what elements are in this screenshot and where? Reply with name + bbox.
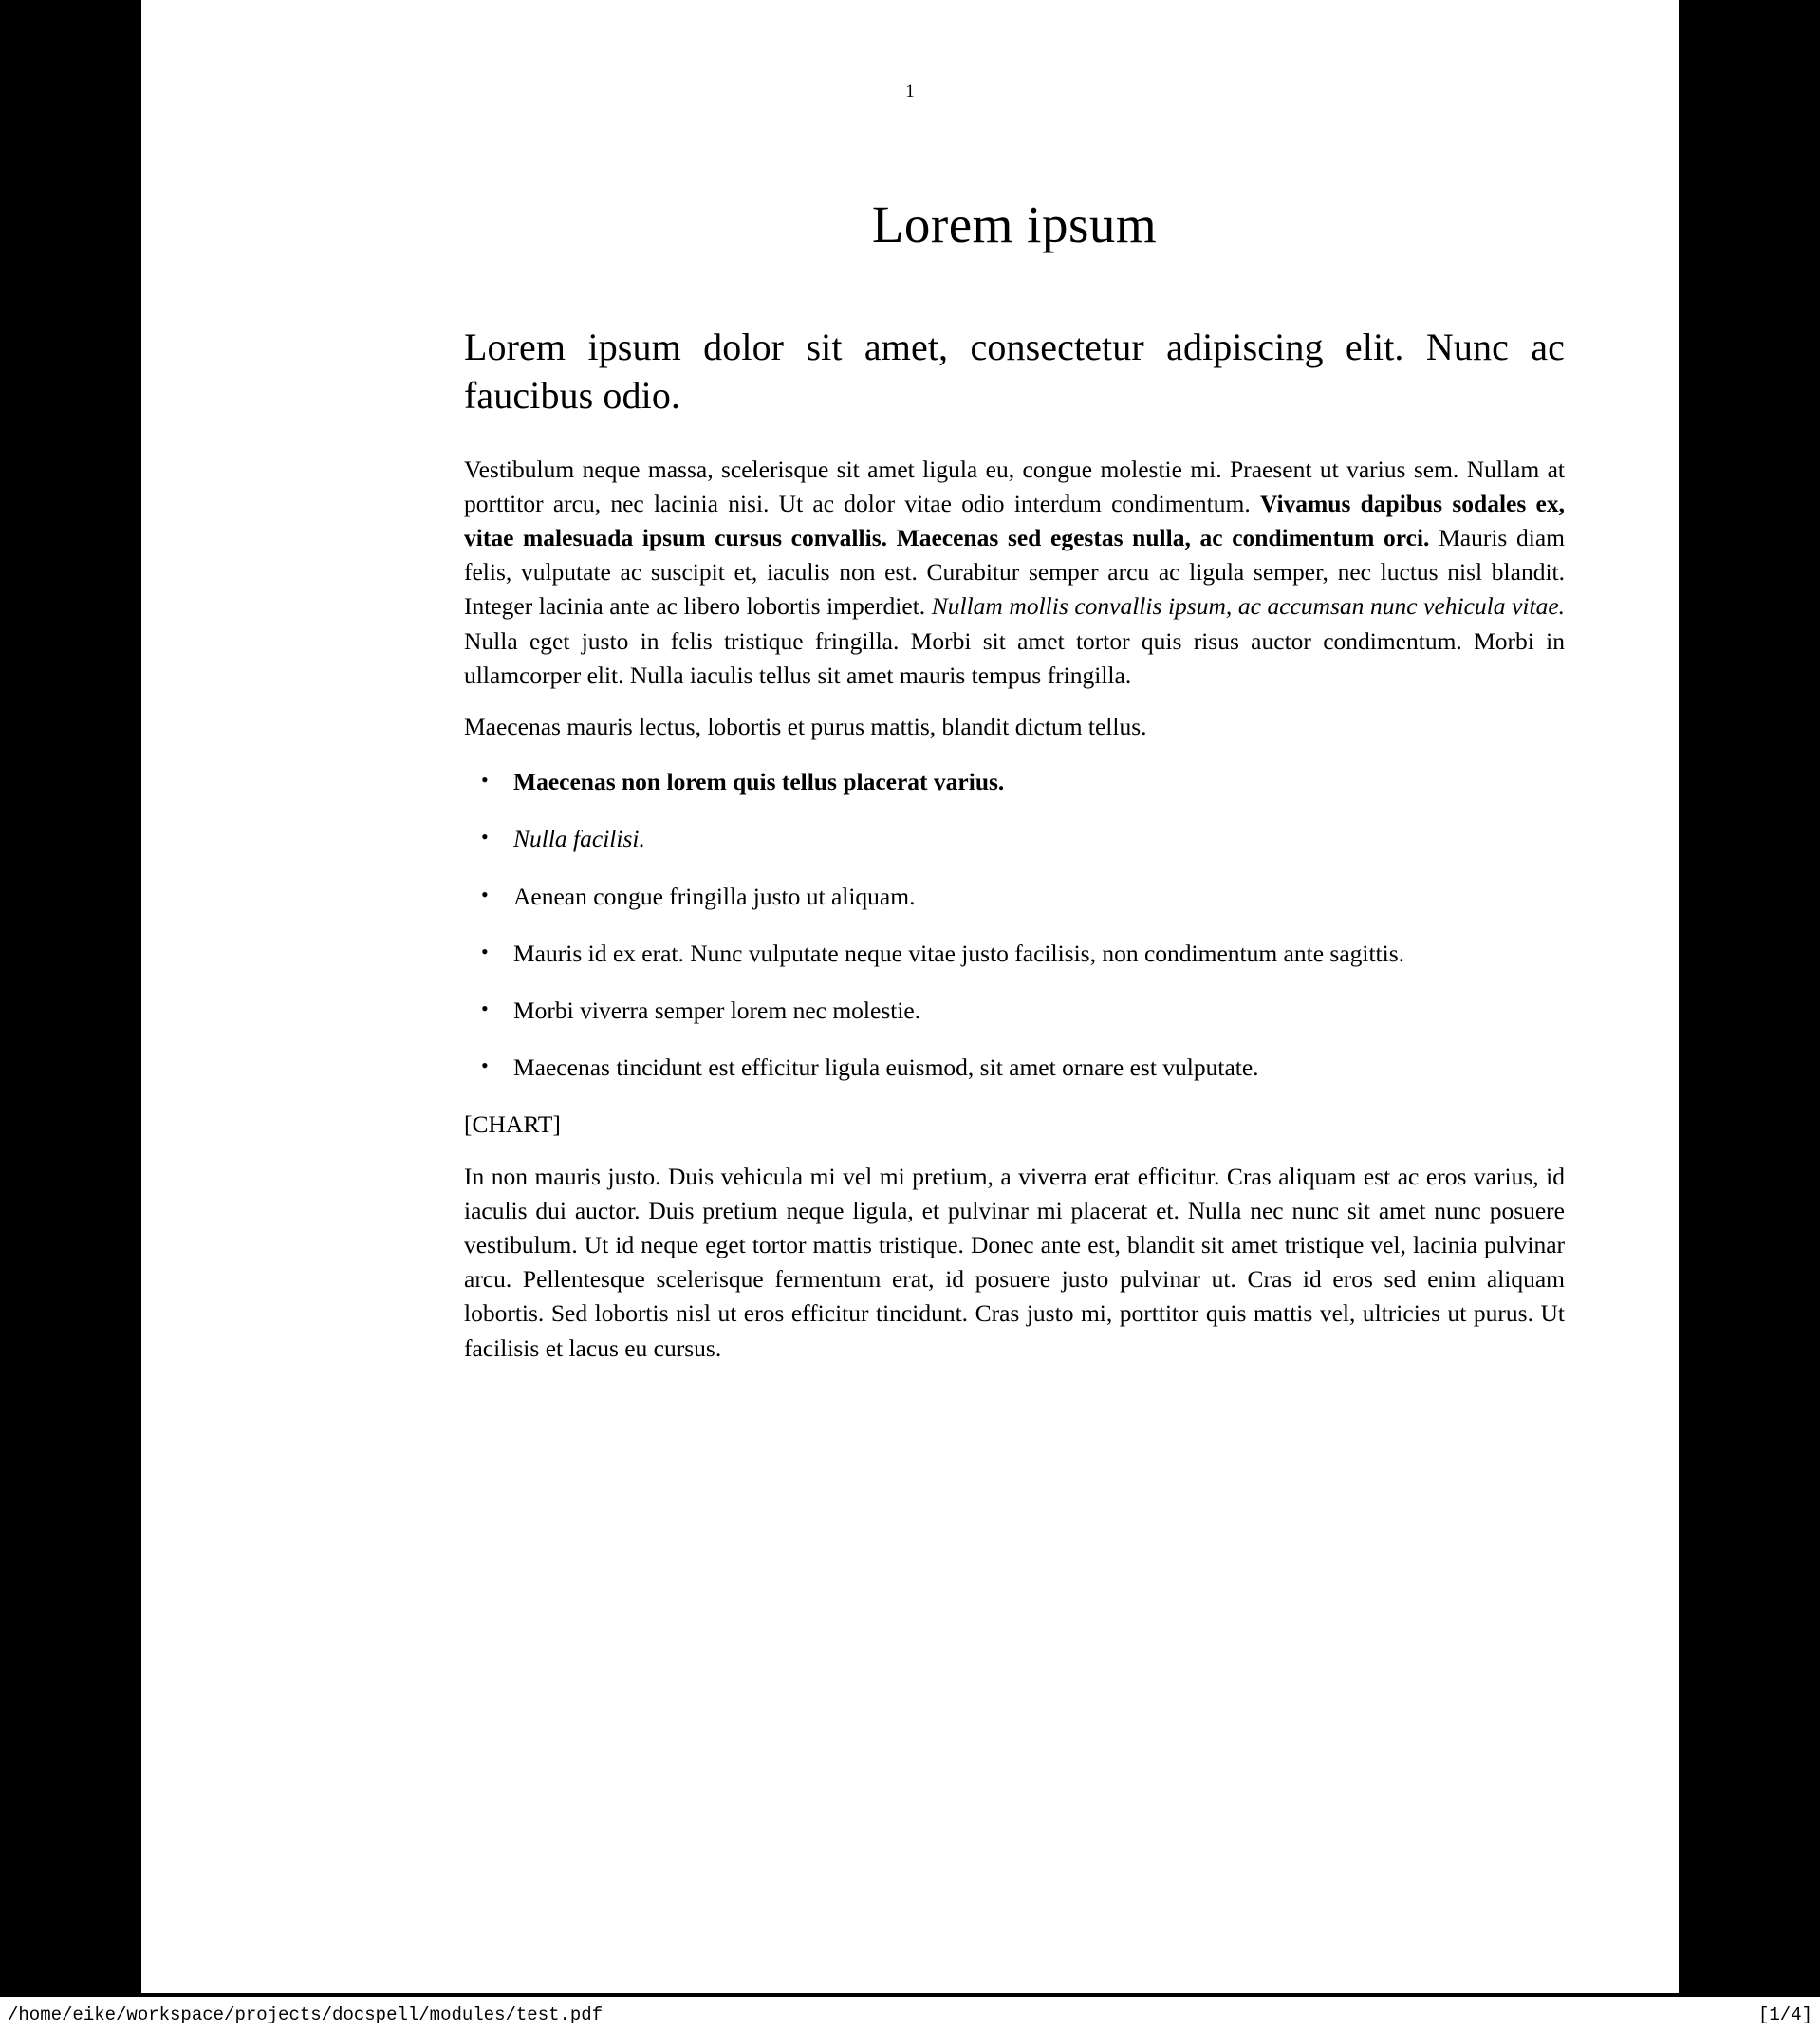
paragraph-3: In non mauris justo. Duis vehicula mi vel mi pretium, a viverra erat efficitur. Cras aliquam est ac eros varius, id iaculis dui auctor. Duis pretium neque ligula, et pulvinar mi placerat et. Nulla nec nunc sit amet nunc posuere vestibulum. Ut id neque eget tortor mattis tristique. Donec ante est, blandit sit amet tristique vel, lacinia pulvinar arcu. Pellentesque scelerisque fermentum erat, id posuere justo pulvinar ut. Cras id eros sed enim aliquam lobortis. Sed lobortis nisl ut eros efficitur tincidunt. Cras justo mi, porttitor quis mattis vel, ultricies ut purus. Ut facilisis et lacus eu cursus. bbox=[464, 1162, 1565, 1362]
list-item-text: Maecenas tincidunt est efficitur ligula euismod, sit amet ornare est vulputate. bbox=[513, 1053, 1259, 1082]
page-content bbox=[464, 195, 1565, 1383]
page-number: 1 bbox=[905, 82, 915, 102]
file-path-label: /home/eike/workspace/projects/docspell/modules/test.pdf bbox=[8, 2004, 604, 2025]
list-item bbox=[464, 994, 1565, 1028]
paragraph-1-run-4-italic: Nullam mollis convallis ipsum, ac accumsan nunc vehicula vitae. bbox=[931, 592, 1566, 621]
paragraph-1-run-5: Nulla eget justo in felis tristique fringilla. Morbi sit amet tortor quis risus auctor condimentum. Morbi in ullamcorper elit. Nulla iaculis tellus sit amet mauris tempus fringilla. bbox=[464, 626, 1565, 689]
list-item bbox=[464, 880, 1565, 914]
paragraph-1 bbox=[464, 453, 1565, 693]
paragraph-1-run-3: Mauris diam felis, vulputate ac suscipit et, iaculis non est. Curabitur semper arcu ac ligula semper, nec luctus nisl blandit. Integer lacinia ante ac libero lobortis imperdiet. bbox=[464, 524, 1565, 621]
list-item-text: Aenean congue fringilla justo ut aliquam. bbox=[513, 882, 916, 910]
section-heading: Lorem ipsum dolor sit amet, consectetur adipiscing elit. Nunc ac faucibus odio. bbox=[464, 326, 1565, 418]
list-item-text: Mauris id ex erat. Nunc vulputate neque vitae justo facilisis, non condimentum ante sagittis. bbox=[513, 939, 1405, 967]
page-indicator: [1/4] bbox=[1757, 2004, 1812, 2025]
list-item bbox=[464, 937, 1565, 971]
bullet-list bbox=[464, 765, 1565, 1085]
pdf-page[interactable] bbox=[141, 0, 1679, 1993]
document-title: Lorem ipsum bbox=[871, 196, 1158, 253]
list-item-text: Maecenas non lorem quis tellus placerat varius. bbox=[513, 768, 1005, 796]
list-item bbox=[464, 1051, 1565, 1085]
status-bar bbox=[0, 1996, 1820, 2032]
list-item-text: Nulla facilisi. bbox=[513, 825, 645, 853]
paragraph-1-run-2-bold: Vivamus dapibus sodales ex, vitae malesuada ipsum cursus convallis. Maecenas sed egestas nulla, ac condimentum orci. bbox=[464, 489, 1565, 552]
paragraph-1-run-1: Vestibulum neque massa, scelerisque sit amet ligula eu, congue molestie mi. Praesent ut varius sem. Nullam at porttitor arcu, nec lacinia nisi. Ut ac dolor vitae odio interdum condimentum. bbox=[464, 455, 1565, 517]
paragraph-2: Maecenas mauris lectus, lobortis et purus mattis, blandit dictum tellus. bbox=[464, 713, 1147, 741]
list-item bbox=[464, 765, 1565, 799]
chart-placeholder: [CHART] bbox=[464, 1110, 561, 1139]
list-item bbox=[464, 822, 1565, 856]
list-item-text: Morbi viverra semper lorem nec molestie. bbox=[513, 997, 921, 1025]
